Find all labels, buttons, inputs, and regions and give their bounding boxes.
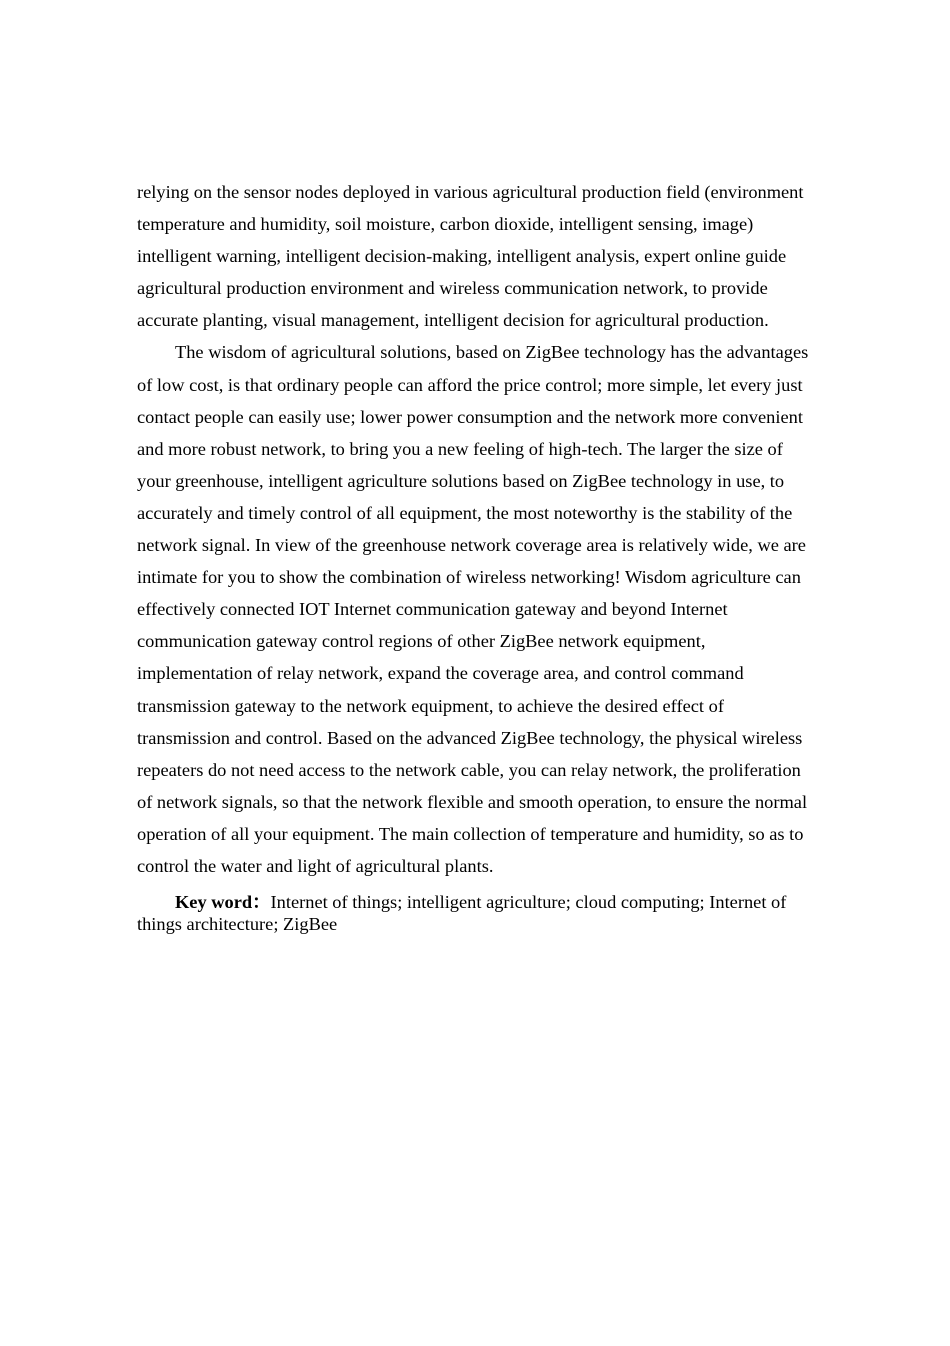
keywords-label: Key word： xyxy=(175,892,271,913)
keywords-line xyxy=(137,891,813,935)
paragraph-zigbee-solution: The wisdom of agricultural solutions, based on ZigBee technology has the advantages of low cost, is that ordinary people can afford the price control; more simple, let every just contact people can easily use; lower power consumption and the network more convenient and more robust network, to bring you a new feeling of high-tech. The larger the size of your greenhouse, intelligent agriculture solutions based on ZigBee technology in use, to accurately and timely control of all equipment, the most noteworthy is the stability of the network signal. In view of the greenhouse network coverage area is relatively wide, we are intimate for you to show the combination of wireless networking! Wisdom agriculture can effectively connected IOT Internet communication gateway and beyond Internet communication gateway control regions of other ZigBee network equipment, implementation of relay network, expand the coverage area, and control command transmission gateway to the network equipment, to achieve the desired effect of transmission and control. Based on the advanced ZigBee technology, the physical wireless repeaters do not need access to the network cable, you can relay network, the proliferation of network signals, so that the network flexible and smooth operation, to ensure the normal operation of all your equipment. The main collection of temperature and humidity, so as to control the water and light of agricultural plants. xyxy=(137,342,809,876)
abstract-body xyxy=(137,176,813,935)
paragraph-continuation: relying on the sensor nodes deployed in various agricultural production field (environment temperature and humidity, soil moisture, carbon dioxide, intelligent sensing, image) intelligent warning, intelligent decision-making, intelligent analysis, expert online guide agricultural production environment and wireless communication network, to provide accurate planting, visual management, intelligent decision for agricultural production. xyxy=(137,182,804,331)
keywords-text: Internet of things; intelligent agriculture; cloud computing; Internet of things architecture; ZigBee xyxy=(137,892,787,935)
